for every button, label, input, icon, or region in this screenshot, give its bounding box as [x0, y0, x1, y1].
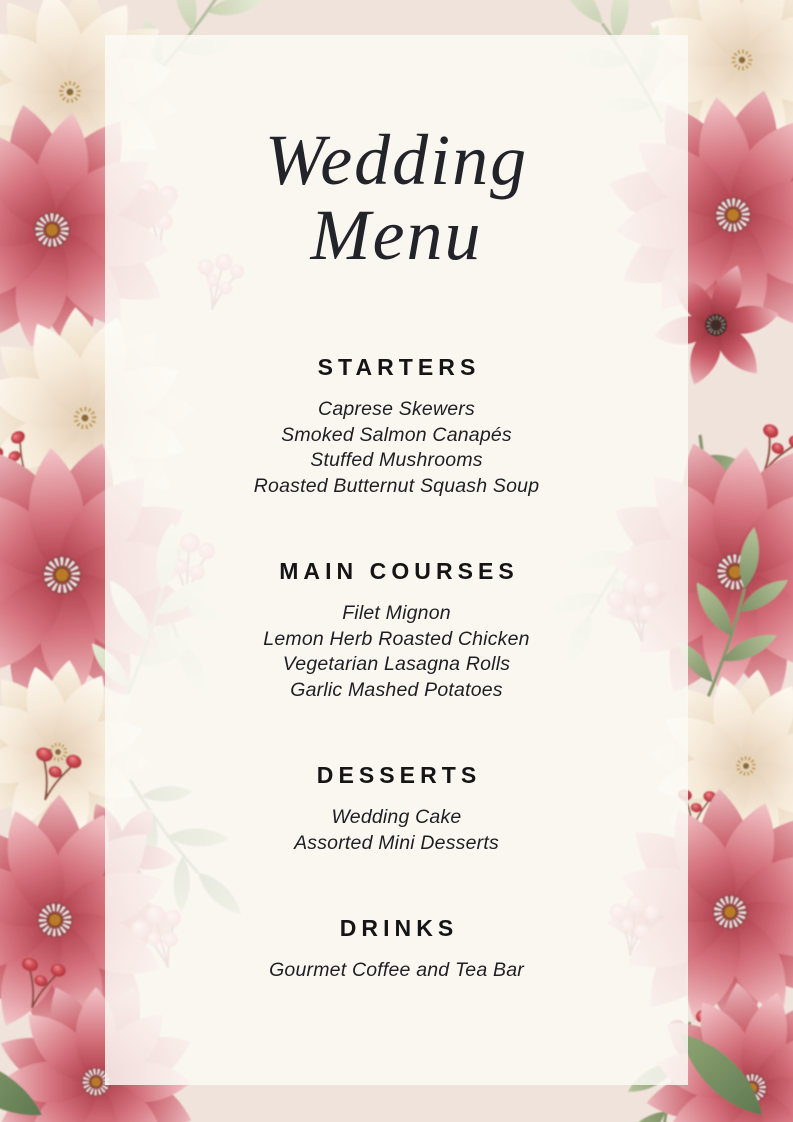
menu-title-line2: Menu: [310, 195, 483, 275]
menu-item: Caprese Skewers: [318, 398, 475, 420]
section-heading: STARTERS: [317, 354, 481, 380]
menu-item: Assorted Mini Desserts: [294, 831, 499, 854]
menu-item: Lemon Herb Roasted Chicken: [263, 627, 530, 650]
section-heading: MAIN COURSES: [279, 558, 519, 584]
section-heading: DESSERTS: [316, 762, 482, 788]
menu-item: Stuffed Mushrooms: [310, 449, 483, 471]
menu-section-drinks: [105, 914, 688, 984]
section-items: [105, 601, 688, 703]
menu-title: [105, 120, 688, 275]
menu-item: Garlic Mashed Potatoes: [290, 678, 503, 701]
section-heading: DRINKS: [339, 915, 459, 941]
menu-title-line1: Wedding: [264, 120, 529, 200]
menu-item: Vegetarian Lasagna Rolls: [282, 653, 511, 675]
menu-item: Roasted Butternut Squash Soup: [253, 474, 540, 497]
section-items: [105, 397, 688, 499]
menu-section-desserts: [105, 761, 688, 856]
menu-item: Smoked Salmon Canapés: [281, 423, 512, 446]
menu-section-main-courses: [105, 557, 688, 703]
menu-item: Wedding Cake: [331, 806, 462, 828]
menu-item: Filet Mignon: [342, 602, 451, 624]
section-items: [105, 805, 688, 856]
menu-content: [105, 35, 688, 1085]
menu-section-starters: [105, 353, 688, 499]
menu-sections: [105, 353, 688, 984]
menu-item: Gourmet Coffee and Tea Bar: [269, 959, 524, 981]
section-items: [105, 958, 688, 984]
